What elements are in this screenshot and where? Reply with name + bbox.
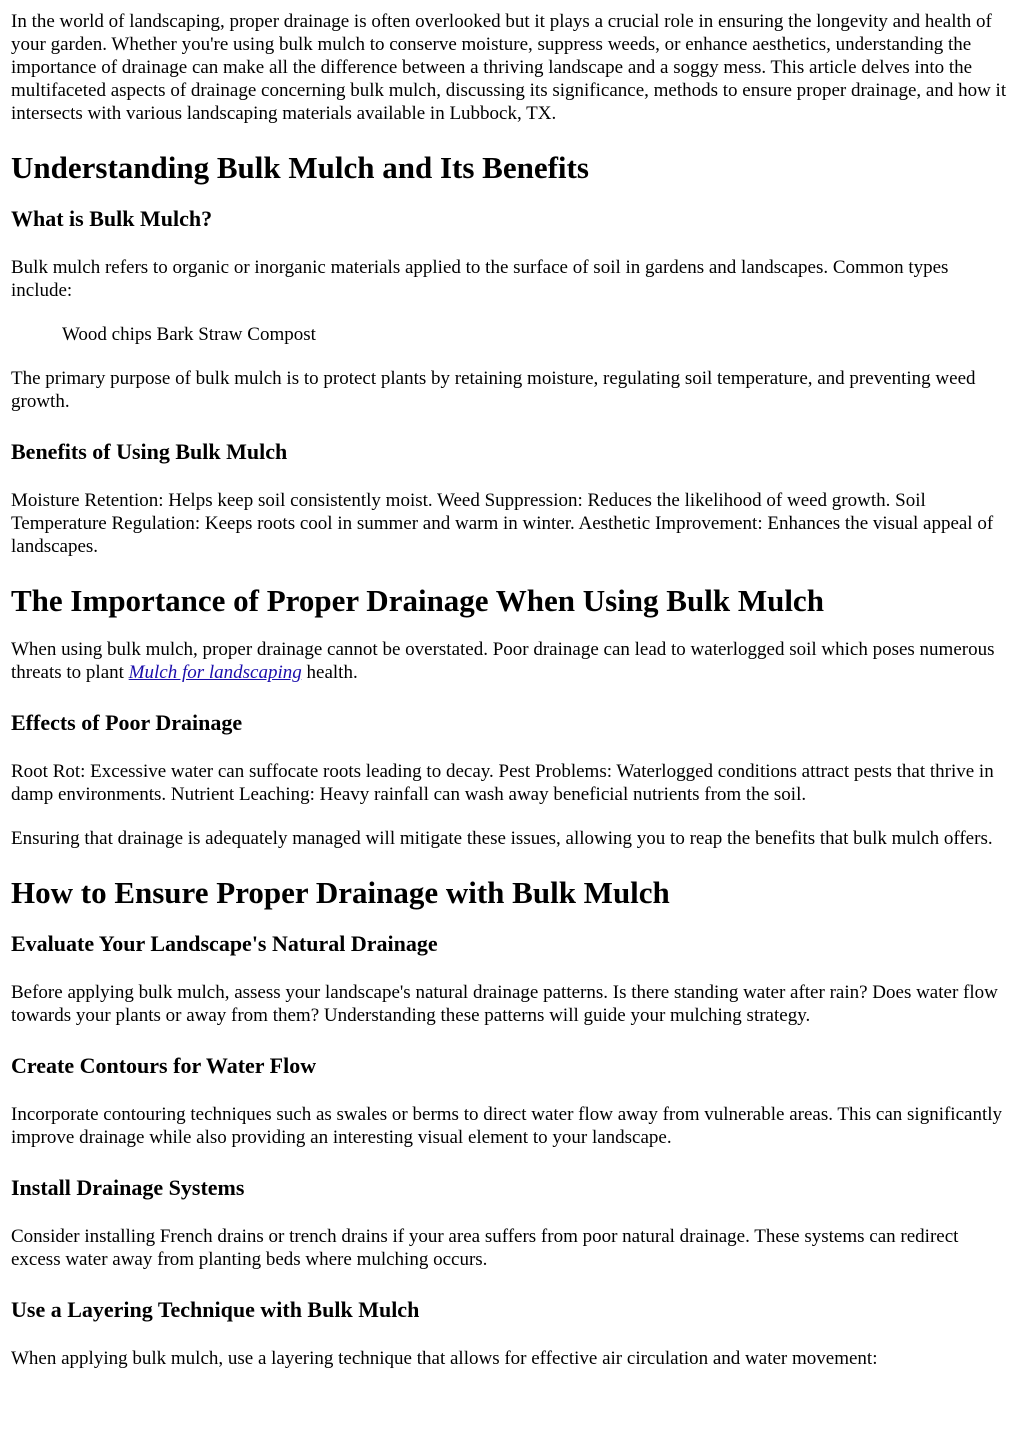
mulch-for-landscaping-link[interactable]: Mulch for landscaping	[128, 662, 302, 683]
drainage-intro-end: health.	[301, 662, 358, 683]
subheading-create-contours: Create Contours for Water Flow	[11, 1053, 317, 1078]
drainage-intro-text: When using bulk mulch, proper drainage cannot be overstated. Poor drainage can lead to waterlogged soil which poses numerous threats to plant	[11, 639, 995, 683]
paragraph-bulk-mulch-definition: Bulk mulch refers to organic or inorganic materials applied to the surface of soil in gardens and landscapes. Common types include:	[11, 257, 949, 301]
paragraph-drainage-management: Ensuring that drainage is adequately managed will mitigate these issues, allowing you to reap the benefits that bulk mulch offers.	[11, 828, 993, 849]
paragraph-primary-purpose: The primary purpose of bulk mulch is to protect plants by retaining moisture, regulating soil temperature, and preventing weed growth.	[11, 368, 976, 412]
mulch-types-list: Wood chips Bark Straw Compost	[62, 324, 316, 345]
paragraph-poor-drainage-effects: Root Rot: Excessive water can suffocate roots leading to decay. Pest Problems: Waterlogged conditions attract pests that thrive in damp environments. Nutrient Leaching: Heavy rainfall can wash away beneficial nutrients from the soil.	[11, 761, 994, 805]
paragraph-benefits-list: Moisture Retention: Helps keep soil consistently moist. Weed Suppression: Reduces the likelihood of weed growth. Soil Temperature Regulation: Keeps roots cool in summer and warm in winter. Aesthetic Improvement: Enhances the visual appeal of landscapes.	[11, 490, 994, 557]
intro-paragraph: In the world of landscaping, proper drainage is often overlooked but it plays a crucial role in ensuring the longevity and health of your garden. Whether you're using bulk mulch to conserve moisture, suppress weeds, or enhance aesthetics, understanding the importance of drainage can make all the difference between a thriving landscape and a soggy mess. This article delves into the multifaceted aspects of drainage concerning bulk mulch, discussing its significance, methods to ensure proper drainage, and how it intersects with various landscaping materials available in Lubbock, TX.	[11, 11, 1007, 124]
subheading-evaluate-natural-drainage: Evaluate Your Landscape's Natural Drainage	[11, 931, 438, 956]
heading-importance-of-drainage: The Importance of Proper Drainage When Using Bulk Mulch	[11, 583, 824, 618]
subheading-what-is-bulk-mulch: What is Bulk Mulch?	[11, 206, 213, 231]
heading-ensure-proper-drainage: How to Ensure Proper Drainage with Bulk Mulch	[11, 875, 670, 910]
paragraph-install-drainage: Consider installing French drains or trench drains if your area suffers from poor natural drainage. These systems can redirect excess water away from planting beds where mulching occurs.	[11, 1226, 959, 1270]
paragraph-layering-technique: When applying bulk mulch, use a layering technique that allows for effective air circulation and water movement:	[11, 1348, 878, 1369]
paragraph-drainage-intro	[11, 638, 1012, 684]
paragraph-evaluate-drainage: Before applying bulk mulch, assess your landscape's natural drainage patterns. Is there standing water after rain? Does water flow towards your plants or away from them? Understanding these patterns will guide your mulching strategy.	[11, 982, 998, 1026]
heading-understanding-bulk-mulch: Understanding Bulk Mulch and Its Benefits	[11, 150, 589, 185]
subheading-layering-technique: Use a Layering Technique with Bulk Mulch	[11, 1297, 420, 1322]
subheading-install-drainage-systems: Install Drainage Systems	[11, 1175, 245, 1200]
subheading-effects-of-poor-drainage: Effects of Poor Drainage	[11, 710, 243, 735]
paragraph-create-contours: Incorporate contouring techniques such as swales or berms to direct water flow away from vulnerable areas. This can significantly improve drainage while also providing an interesting visual element to your landscape.	[11, 1104, 1003, 1148]
subheading-benefits: Benefits of Using Bulk Mulch	[11, 439, 288, 464]
